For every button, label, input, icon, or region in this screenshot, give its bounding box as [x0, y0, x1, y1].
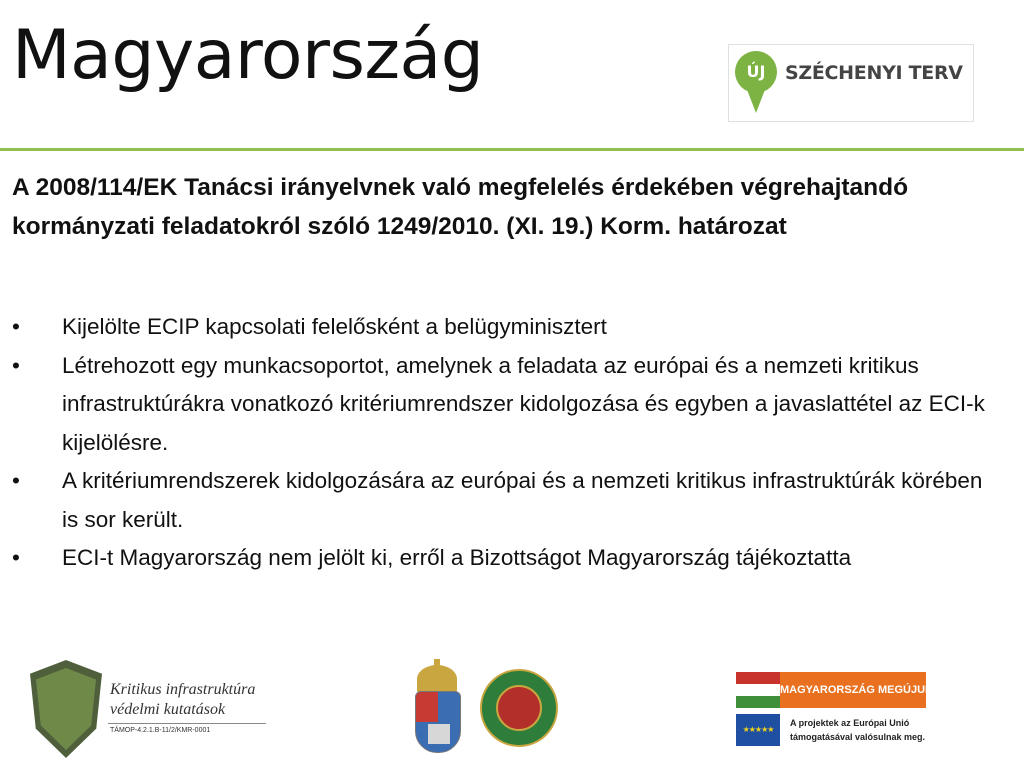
magyarorszag-megujul-logo [736, 672, 932, 708]
bullet-list [12, 308, 1002, 578]
bullet-item [12, 308, 1002, 347]
bullet-icon: • [12, 352, 20, 378]
circuit-shield-icon [36, 668, 96, 750]
seal-center-icon [496, 685, 542, 731]
university-seal-icon [480, 669, 558, 747]
bullet-icon: • [12, 545, 20, 570]
mm-banner-text: MAGYARORSZÁG MEGÚJUL [780, 672, 926, 708]
eu-text-line2: támogatásával valósulnak meg. [790, 732, 926, 742]
szechenyi-terv-logo [728, 44, 974, 122]
coat-of-arms-icon [413, 665, 461, 753]
shield-icon [30, 660, 102, 758]
slide-title: Magyarország [12, 16, 484, 95]
crown-icon [417, 665, 457, 693]
footer-logos [0, 655, 1024, 768]
kir-project-code: TÁMOP-4.2.1.B-11/2/KMR-0001 [110, 727, 211, 734]
szechenyi-logo-text: SZÉCHENYI TERV [785, 62, 963, 84]
eu-support-text [790, 716, 925, 744]
pin-icon: ÚJ [735, 51, 777, 93]
bullet-item [12, 462, 1002, 539]
arms-shield-icon [415, 691, 461, 753]
bullet-item [12, 347, 1002, 463]
kir-research-logo [30, 660, 270, 760]
eu-flag-icon: ★★★★★ [736, 714, 780, 746]
bullet-text: Kijelölte ECIP kapcsolati felelősként a belügyminisztert [62, 314, 607, 339]
kir-logo-line2: védelmi kutatások [110, 701, 226, 718]
arms-red-field [416, 692, 438, 722]
bullet-item [12, 539, 1002, 578]
kir-logo-line1: Kritikus infrastruktúra [110, 681, 256, 698]
hungarian-flag-icon [736, 672, 780, 708]
title-divider [0, 148, 1024, 151]
bullet-text: ECI-t Magyarország nem jelölt ki, erről a Bizottságot Magyarország tájékoztatta [62, 545, 852, 570]
bullet-text: A kritériumrendszerek kidolgozására az európai és a nemzeti kritikus infrastruktúrák körében is sor került. [62, 468, 983, 532]
slide-heading: A 2008/114/EK Tanácsi irányelvnek való megfelelés érdekében végrehajtandó kormányzati feladatokról szóló 1249/2010. (XI. 19.) Korm. határozat [12, 174, 909, 240]
bullet-icon: • [12, 468, 20, 493]
bullet-icon: • [12, 314, 20, 339]
eu-text-line1: A projektek az Európai Unió [790, 718, 910, 728]
castle-icon [428, 724, 450, 744]
bullet-text: Létrehozott egy munkacsoportot, amelynek a feladata az európai és a nemzeti kritikus infrastruktúrákra vonatkozó kritériumrendszer kidolgozása és egyben a javaslattétel az ECI-k kijelölésre. [62, 352, 985, 455]
